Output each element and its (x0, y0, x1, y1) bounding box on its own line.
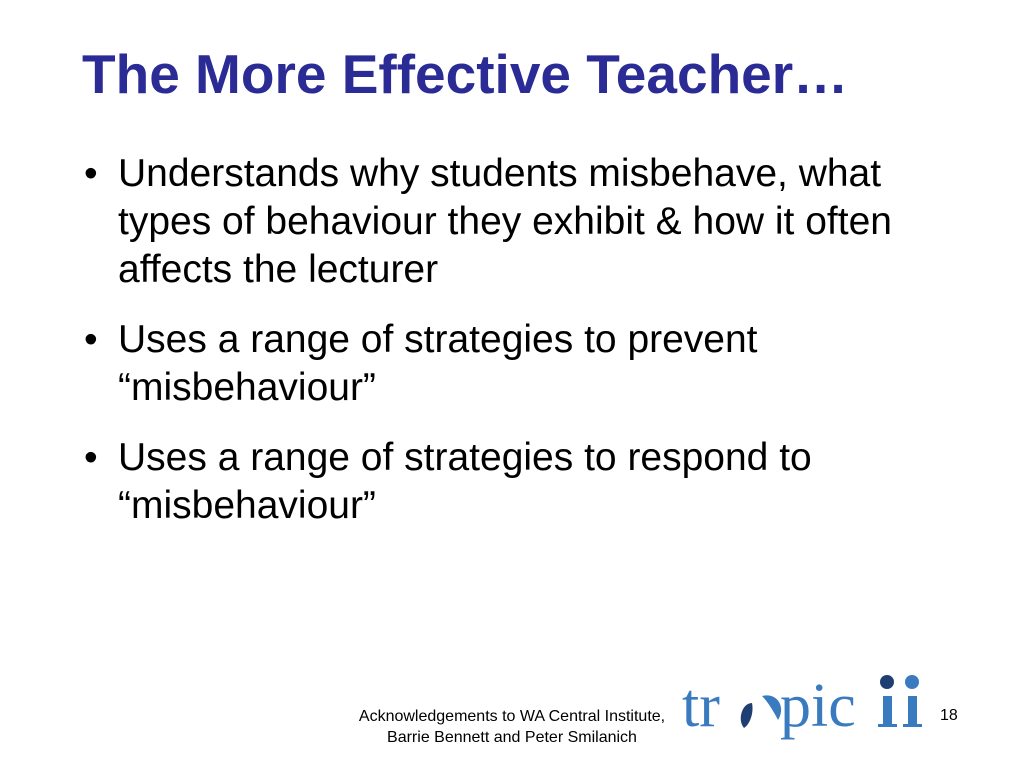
bullet-marker: • (84, 318, 98, 361)
bullet-item (84, 316, 964, 412)
bullet-marker: • (84, 152, 98, 195)
bullet-marker: • (84, 436, 98, 479)
logo-o-mark (741, 695, 781, 728)
bullet-text: Uses a range of strategies to respond to “misbehaviour” (118, 436, 812, 527)
bullet-item (84, 434, 964, 530)
logo-ii-mark (878, 675, 922, 727)
acknowledgement-footer: Acknowledgements to WA Central Institute, Barrie Bennett and Peter Smilanich (358, 708, 666, 746)
bullet-item (84, 150, 964, 294)
tropic-ii-logo (682, 668, 938, 758)
bullet-text: Understands why students misbehave, what types of behaviour they exhibit & how it often affects the lecturer (118, 152, 892, 291)
svg-text:tr: tr (682, 672, 720, 740)
page-number: 18 (940, 707, 958, 724)
bullet-list (84, 150, 964, 552)
svg-text:pic: pic (780, 672, 856, 740)
slide-title: The More Effective Teacher… (82, 43, 849, 105)
bullet-text: Uses a range of strategies to prevent “misbehaviour” (118, 318, 758, 409)
